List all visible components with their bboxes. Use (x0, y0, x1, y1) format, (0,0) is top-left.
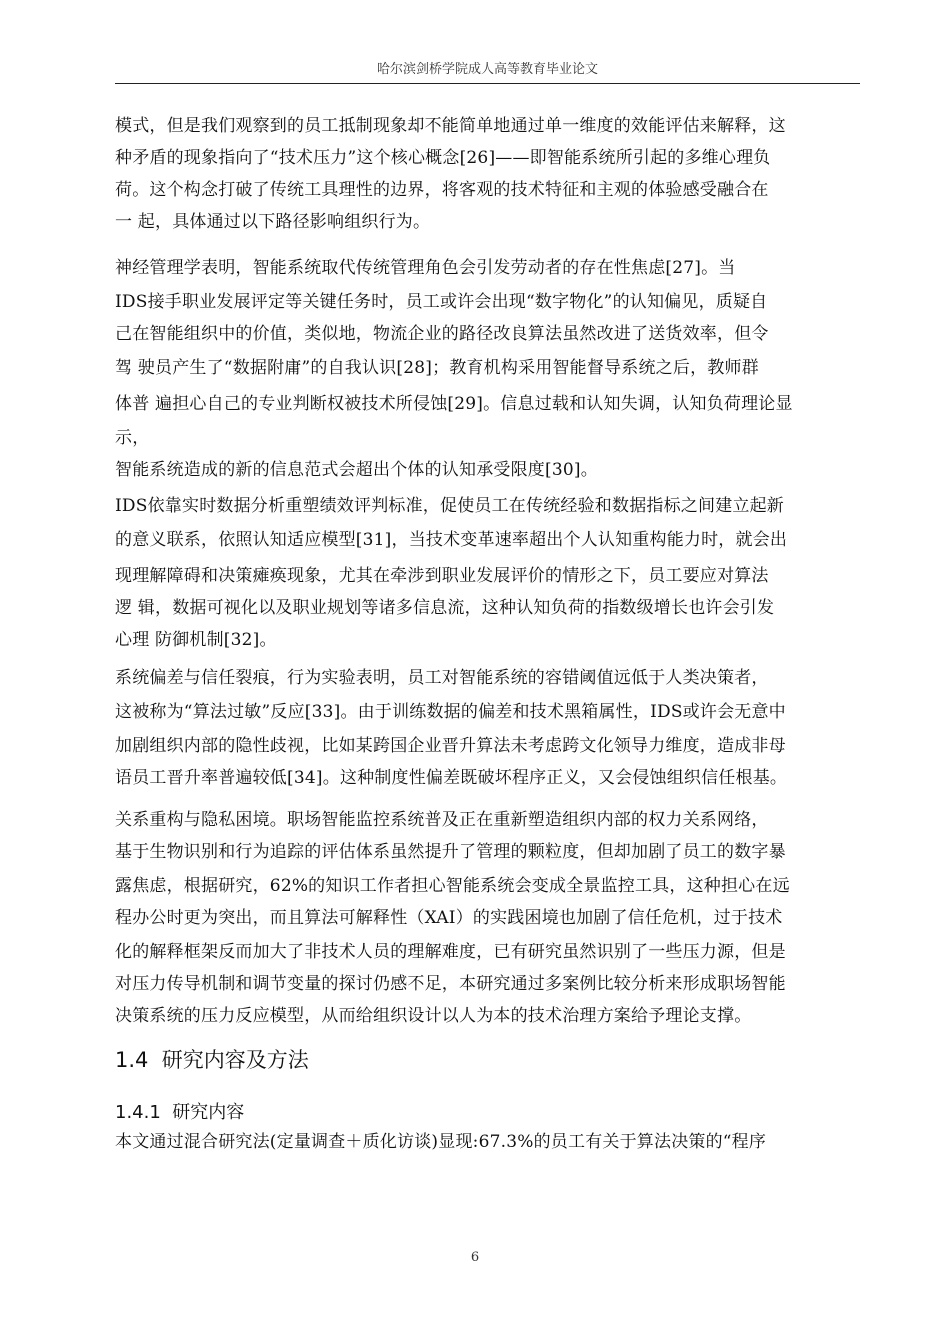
body-line: 智能系统造成的新的信息范式会超出个体的认知承受限度[30]。 (115, 460, 598, 480)
body-line: 己在智能组织中的价值，类似地，物流企业的路径改良算法虽然改进了送货效率，但令 (115, 324, 769, 344)
section-heading (115, 1044, 309, 1074)
body-line: 基于生物识别和行为追踪的评估体系虽然提升了管理的颗粒度，但却加剧了员工的数字暴 (115, 842, 786, 862)
section-number: 1.4 (115, 1048, 149, 1072)
body-line: 程办公时更为突出，而且算法可解释性（XAI）的实践困境也加剧了信任危机，过于技术 (115, 908, 783, 928)
body-line: 这被称为“算法过敏”反应[33]。由于训练数据的偏差和技术黑箱属性，IDS或许会无意中 (115, 702, 786, 722)
body-line: 荷。这个构念打破了传统工具理性的边界，将客观的技术特征和主观的体验感受融合在 (115, 180, 769, 200)
body-line: 驾 驶员产生了“数据附庸”的自我认识[28]；教育机构采用智能督导系统之后，教师群 (115, 358, 759, 378)
body-line: 体普 遍担心自己的专业判断权被技术所侵蚀[29]。信息过载和认知失调，认知负荷理论显 (115, 394, 793, 414)
subsection-heading (115, 1098, 244, 1124)
body-line: 关系重构与隐私困境。职场智能监控系统普及正在重新塑造组织内部的权力关系网络， (115, 810, 769, 830)
subsection-title: 研究内容 (172, 1102, 245, 1123)
body-line: 神经管理学表明，智能系统取代传统管理角色会引发劳动者的存在性焦虑[27]。当 (115, 258, 736, 278)
body-line: IDS接手职业发展评定等关键任务时，员工或许会出现“数字物化”的认知偏见，质疑自 (115, 292, 768, 312)
body-line: IDS依靠实时数据分析重塑绩效评判标准，促使员工在传统经验和数据指标之间建立起新 (115, 496, 784, 516)
page-header: 哈尔滨剑桥学院成人高等教育毕业论文 (115, 58, 860, 84)
body-line: 的意义联系，依照认知适应模型[31]，当技术变革速率超出个人认知重构能力时，就会出 (115, 530, 788, 550)
page-number: 6 (470, 1250, 480, 1265)
body-line: 语员工晋升率普遍较低[34]。这种制度性偏差既破坏程序正义，又会侵蚀组织信任根基。 (115, 768, 788, 788)
body-line: 示， (115, 428, 150, 448)
section-title: 研究内容及方法 (161, 1048, 309, 1072)
body-line: 决策系统的压力反应模型，从而给组织设计以人为本的技术治理方案给予理论支撑。 (115, 1006, 752, 1026)
body-line: 模式，但是我们观察到的员工抵制现象却不能简单地通过单一维度的效能评估来解释，这 (115, 116, 786, 136)
body-line: 逻 辑，数据可视化以及职业规划等诸多信息流，这种认知负荷的指数级增长也许会引发 (115, 598, 775, 618)
body-line: 一 起，具体通过以下路径影响组织行为。 (115, 212, 431, 232)
body-line: 加剧组织内部的隐性歧视，比如某跨国企业晋升算法未考虑跨文化领导力维度，造成非母 (115, 736, 786, 756)
body-line: 露焦虑，根据研究，62%的知识工作者担心智能系统会变成全景监控工具，这种担心在远 (115, 876, 790, 896)
body-line: 心理 防御机制[32]。 (115, 630, 277, 650)
body-line: 系统偏差与信任裂痕，行为实验表明，员工对智能系统的容错阈值远低于人类决策者， (115, 668, 769, 688)
body-line: 种矛盾的现象指向了“技术压力”这个核心概念[26]——即智能系统所引起的多维心理负 (115, 148, 771, 168)
subsection-number: 1.4.1 (115, 1102, 161, 1123)
body-line: 本文通过混合研究法(定量调查＋质化访谈)显现:67.3%的员工有关于算法决策的“程序 (115, 1132, 767, 1152)
body-line: 现理解障碍和决策瘫痪现象，尤其在牵涉到职业发展评价的情形之下，员工要应对算法 (115, 566, 769, 586)
body-line: 化的解释框架反而加大了非技术人员的理解难度，已有研究虽然识别了一些压力源，但是 (115, 942, 786, 962)
body-line: 对压力传导机制和调节变量的探讨仍感不足，本研究通过多案例比较分析来形成职场智能 (115, 974, 786, 994)
